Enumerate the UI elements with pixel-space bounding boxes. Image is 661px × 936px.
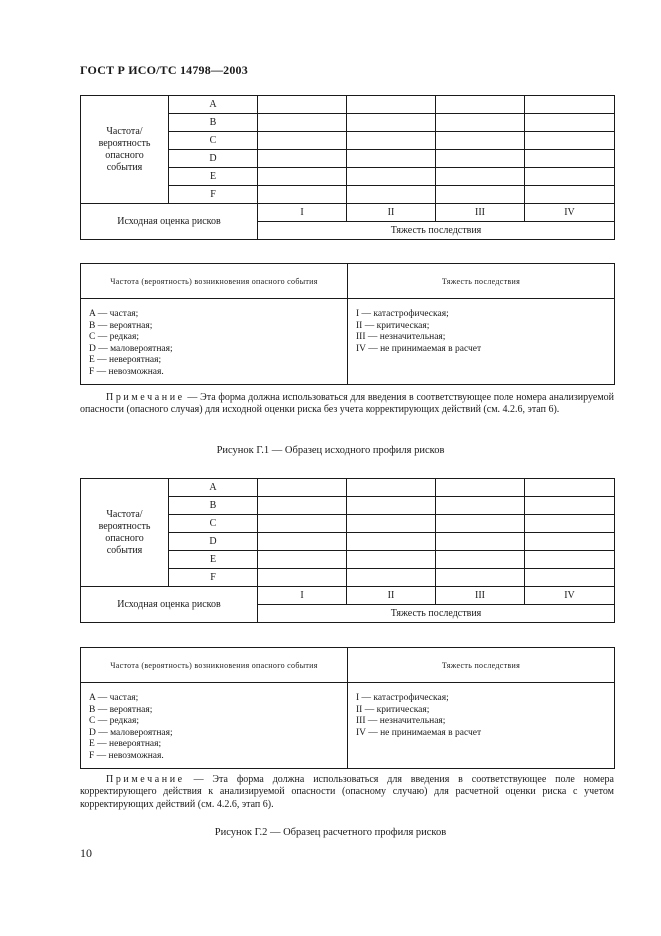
legend-item: III — незначительная;	[356, 716, 446, 726]
risk-cell[interactable]	[347, 569, 436, 587]
risk-cell[interactable]	[525, 186, 615, 204]
note-text: — Эта форма должна использоваться для введения в соответствующее поле номера корректирующего действия к анализируемой опасности (опасному случаю) для расчетной оценки риска с учетом корректирующих действий (см. 4.2.6, этап 6).	[80, 774, 614, 810]
risk-cell[interactable]	[258, 533, 347, 551]
legend-table-1	[80, 263, 615, 385]
note-prefix: Примечание	[106, 392, 185, 403]
severity-column-label: II	[347, 204, 436, 222]
risk-cell[interactable]	[525, 96, 615, 114]
legend-item: IV — не принимаемая в расчет	[356, 343, 482, 354]
risk-cell[interactable]	[436, 114, 525, 132]
legend-item: E — невероятная;	[89, 739, 162, 749]
risk-cell[interactable]	[258, 114, 347, 132]
risk-cell[interactable]	[525, 533, 615, 551]
risk-cell[interactable]	[347, 96, 436, 114]
risk-cell[interactable]	[525, 168, 615, 186]
frequency-row-label: E	[169, 551, 258, 569]
risk-cell[interactable]	[347, 533, 436, 551]
severity-legend-list	[348, 299, 615, 385]
risk-cell[interactable]	[347, 114, 436, 132]
risk-cell[interactable]	[347, 186, 436, 204]
legend-item: II — критическая;	[356, 320, 430, 331]
severity-label: Тяжесть последствия	[258, 605, 615, 623]
risk-cell[interactable]	[347, 150, 436, 168]
legend-item: F — невозможная.	[89, 750, 164, 761]
frequency-row-label: E	[169, 168, 258, 186]
risk-cell[interactable]	[436, 515, 525, 533]
risk-cell[interactable]	[347, 479, 436, 497]
legend-item: A — частая;	[89, 309, 139, 319]
risk-cell[interactable]	[347, 497, 436, 515]
risk-cell[interactable]	[258, 186, 347, 204]
legend-item: I — катастрофическая;	[356, 309, 449, 319]
risk-cell[interactable]	[258, 132, 347, 150]
legend-item: II — критическая;	[356, 704, 430, 715]
severity-legend-list	[348, 683, 615, 769]
frequency-label: Частота/ вероятность опасного события	[81, 479, 169, 587]
severity-column-label: IV	[525, 587, 615, 605]
risk-cell[interactable]	[436, 497, 525, 515]
figure-caption-2: Рисунок Г.2 — Образец расчетного профиля рисков	[214, 827, 447, 838]
frequency-legend-list	[81, 299, 348, 385]
legend-item: D — маловероятная;	[89, 727, 173, 738]
frequency-row-label: D	[169, 533, 258, 551]
risk-cell[interactable]	[347, 168, 436, 186]
frequency-legend-header: Частота (вероятность) возникновения опасного события	[81, 648, 348, 683]
legend-table-2	[80, 647, 615, 769]
frequency-row-label: F	[169, 569, 258, 587]
risk-cell[interactable]	[436, 551, 525, 569]
risk-profile-table-2	[80, 478, 615, 623]
legend-item: F — невозможная.	[89, 366, 164, 377]
risk-cell[interactable]	[525, 569, 615, 587]
frequency-row-label: B	[169, 114, 258, 132]
frequency-row-label: F	[169, 186, 258, 204]
risk-cell[interactable]	[525, 497, 615, 515]
severity-column-label: I	[258, 204, 347, 222]
legend-item: C — редкая;	[89, 332, 139, 342]
risk-cell[interactable]	[525, 479, 615, 497]
risk-cell[interactable]	[436, 168, 525, 186]
note-text: — Эта форма должна использоваться для введения в соответствующее поле номера анализируемой опасности (опасного случая) для исходной оценки риска без учета корректирующих действий (см. 4.2.6, этап 6).	[80, 392, 614, 416]
initial-assessment-label: Исходная оценка рисков	[81, 204, 258, 240]
risk-cell[interactable]	[258, 515, 347, 533]
risk-cell[interactable]	[258, 479, 347, 497]
frequency-row-label: B	[169, 497, 258, 515]
risk-cell[interactable]	[347, 551, 436, 569]
risk-cell[interactable]	[258, 551, 347, 569]
risk-cell[interactable]	[525, 551, 615, 569]
legend-item: I — катастрофическая;	[356, 693, 449, 703]
risk-cell[interactable]	[436, 150, 525, 168]
severity-column-label: III	[436, 587, 525, 605]
frequency-row-label: A	[169, 96, 258, 114]
risk-cell[interactable]	[436, 186, 525, 204]
frequency-row-label: C	[169, 515, 258, 533]
risk-cell[interactable]	[436, 96, 525, 114]
frequency-legend-list	[81, 683, 348, 769]
risk-cell[interactable]	[525, 132, 615, 150]
frequency-row-label: D	[169, 150, 258, 168]
risk-cell[interactable]	[436, 533, 525, 551]
risk-cell[interactable]	[258, 497, 347, 515]
risk-cell[interactable]	[436, 132, 525, 150]
frequency-row-label: A	[169, 479, 258, 497]
note-2	[80, 774, 614, 811]
document-header: ГОСТ Р ИСО/ТС 14798—2003	[80, 63, 248, 77]
frequency-row-label: C	[169, 132, 258, 150]
risk-profile-table-1	[80, 95, 615, 240]
risk-cell[interactable]	[258, 168, 347, 186]
severity-label: Тяжесть последствия	[258, 222, 615, 240]
figure-caption-1: Рисунок Г.1 — Образец исходного профиля рисков	[216, 445, 445, 456]
initial-assessment-label: Исходная оценка рисков	[81, 587, 258, 623]
risk-cell[interactable]	[258, 150, 347, 168]
page-number: 10	[80, 846, 92, 860]
severity-column-label: I	[258, 587, 347, 605]
note-prefix: Примечание	[106, 774, 185, 785]
legend-item: IV — не принимаемая в расчет	[356, 727, 482, 738]
risk-cell[interactable]	[436, 479, 525, 497]
legend-item: E — невероятная;	[89, 355, 162, 365]
risk-cell[interactable]	[258, 569, 347, 587]
severity-legend-header: Тяжесть последствия	[348, 264, 615, 299]
severity-legend-header: Тяжесть последствия	[348, 648, 615, 683]
legend-item: A — частая;	[89, 693, 139, 703]
legend-item: C — редкая;	[89, 716, 139, 726]
note-1	[80, 392, 614, 417]
severity-column-label: III	[436, 204, 525, 222]
legend-item: D — маловероятная;	[89, 343, 173, 354]
risk-cell[interactable]	[258, 96, 347, 114]
legend-item: B — вероятная;	[89, 704, 153, 715]
severity-column-label: II	[347, 587, 436, 605]
risk-cell[interactable]	[347, 132, 436, 150]
risk-cell[interactable]	[525, 114, 615, 132]
frequency-legend-header: Частота (вероятность) возникновения опасного события	[81, 264, 348, 299]
legend-item: B — вероятная;	[89, 320, 153, 331]
risk-cell[interactable]	[436, 569, 525, 587]
legend-item: III — незначительная;	[356, 332, 446, 342]
risk-cell[interactable]	[347, 515, 436, 533]
severity-column-label: IV	[525, 204, 615, 222]
risk-cell[interactable]	[525, 150, 615, 168]
risk-cell[interactable]	[525, 515, 615, 533]
frequency-label: Частота/ вероятность опасного события	[81, 96, 169, 204]
